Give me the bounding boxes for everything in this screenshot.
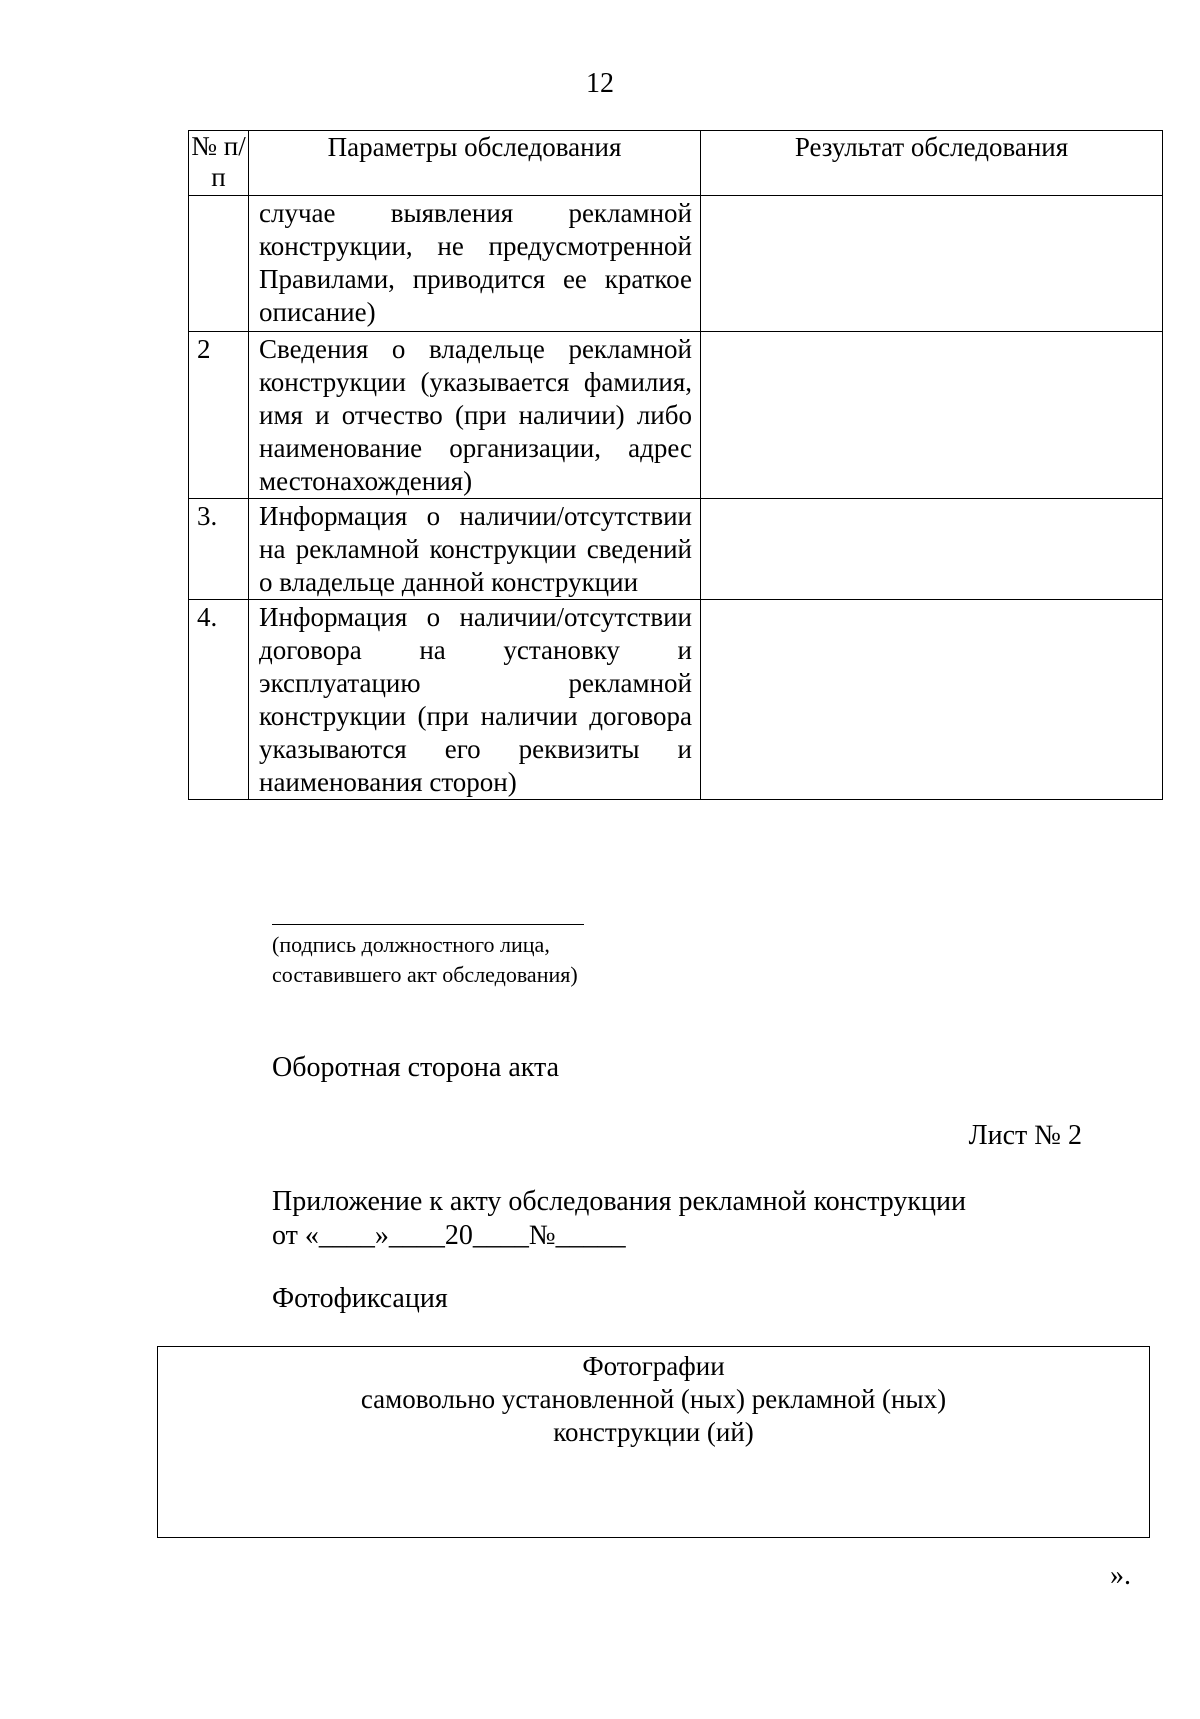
row-result: [701, 600, 1163, 800]
header-parameters: Параметры обследования: [249, 131, 701, 196]
signature-line: [272, 924, 584, 925]
row-parameter: случае выявления рекламной конструкции, не предусмотренной Правилами, приводится ее краткое описание): [249, 196, 701, 332]
signature-caption: [272, 930, 578, 990]
table-row: [189, 332, 1163, 499]
table-header-row: [189, 131, 1163, 196]
appendix-title: Приложение к акту обследования рекламной конструкции: [272, 1186, 966, 1217]
sheet-number: Лист № 2: [968, 1120, 1082, 1151]
appendix-date-number: от «____»____20____№_____: [272, 1220, 626, 1251]
signature-caption-line-1: (подпись должностного лица,: [272, 932, 550, 957]
table-row: [189, 600, 1163, 800]
page-number: 12: [586, 68, 614, 99]
back-side-heading: Оборотная сторона акта: [272, 1052, 559, 1083]
header-result: Результат обследования: [701, 131, 1163, 196]
photo-fixation-heading: Фотофиксация: [272, 1283, 448, 1314]
row-number: 3.: [189, 499, 249, 600]
photo-box-title: Фотографии: [582, 1351, 725, 1381]
photo-box-line-2: самовольно установленной (ных) рекламной (ных): [360, 1384, 947, 1414]
header-number: № п/п: [189, 131, 249, 196]
photo-box: [157, 1346, 1150, 1538]
row-parameter: Сведения о владельце рекламной конструкции (указывается фамилия, имя и отчество (при наличии) либо наименование организации, адрес местонахождения): [249, 332, 701, 499]
row-parameter: Информация о наличии/отсутствии на рекламной конструкции сведений о владельце данной конструкции: [249, 499, 701, 600]
row-parameter: Информация о наличии/отсутствии договора на установку и эксплуатацию рекламной конструкции (при наличии договора указываются его реквизиты и наименования сторон): [249, 600, 701, 800]
row-result: [701, 332, 1163, 499]
row-number: [189, 196, 249, 332]
row-result: [701, 196, 1163, 332]
signature-caption-line-2: составившего акт обследования): [272, 962, 578, 987]
photo-box-line-3: конструкции (ий): [553, 1417, 754, 1447]
row-number: 2: [189, 332, 249, 499]
closing-quote: ».: [1110, 1560, 1131, 1591]
appendix-heading: [272, 1185, 966, 1253]
row-result: [701, 499, 1163, 600]
row-number: 4.: [189, 600, 249, 800]
table-row: [189, 499, 1163, 600]
survey-parameters-table: [188, 130, 1163, 800]
table-row: [189, 196, 1163, 332]
